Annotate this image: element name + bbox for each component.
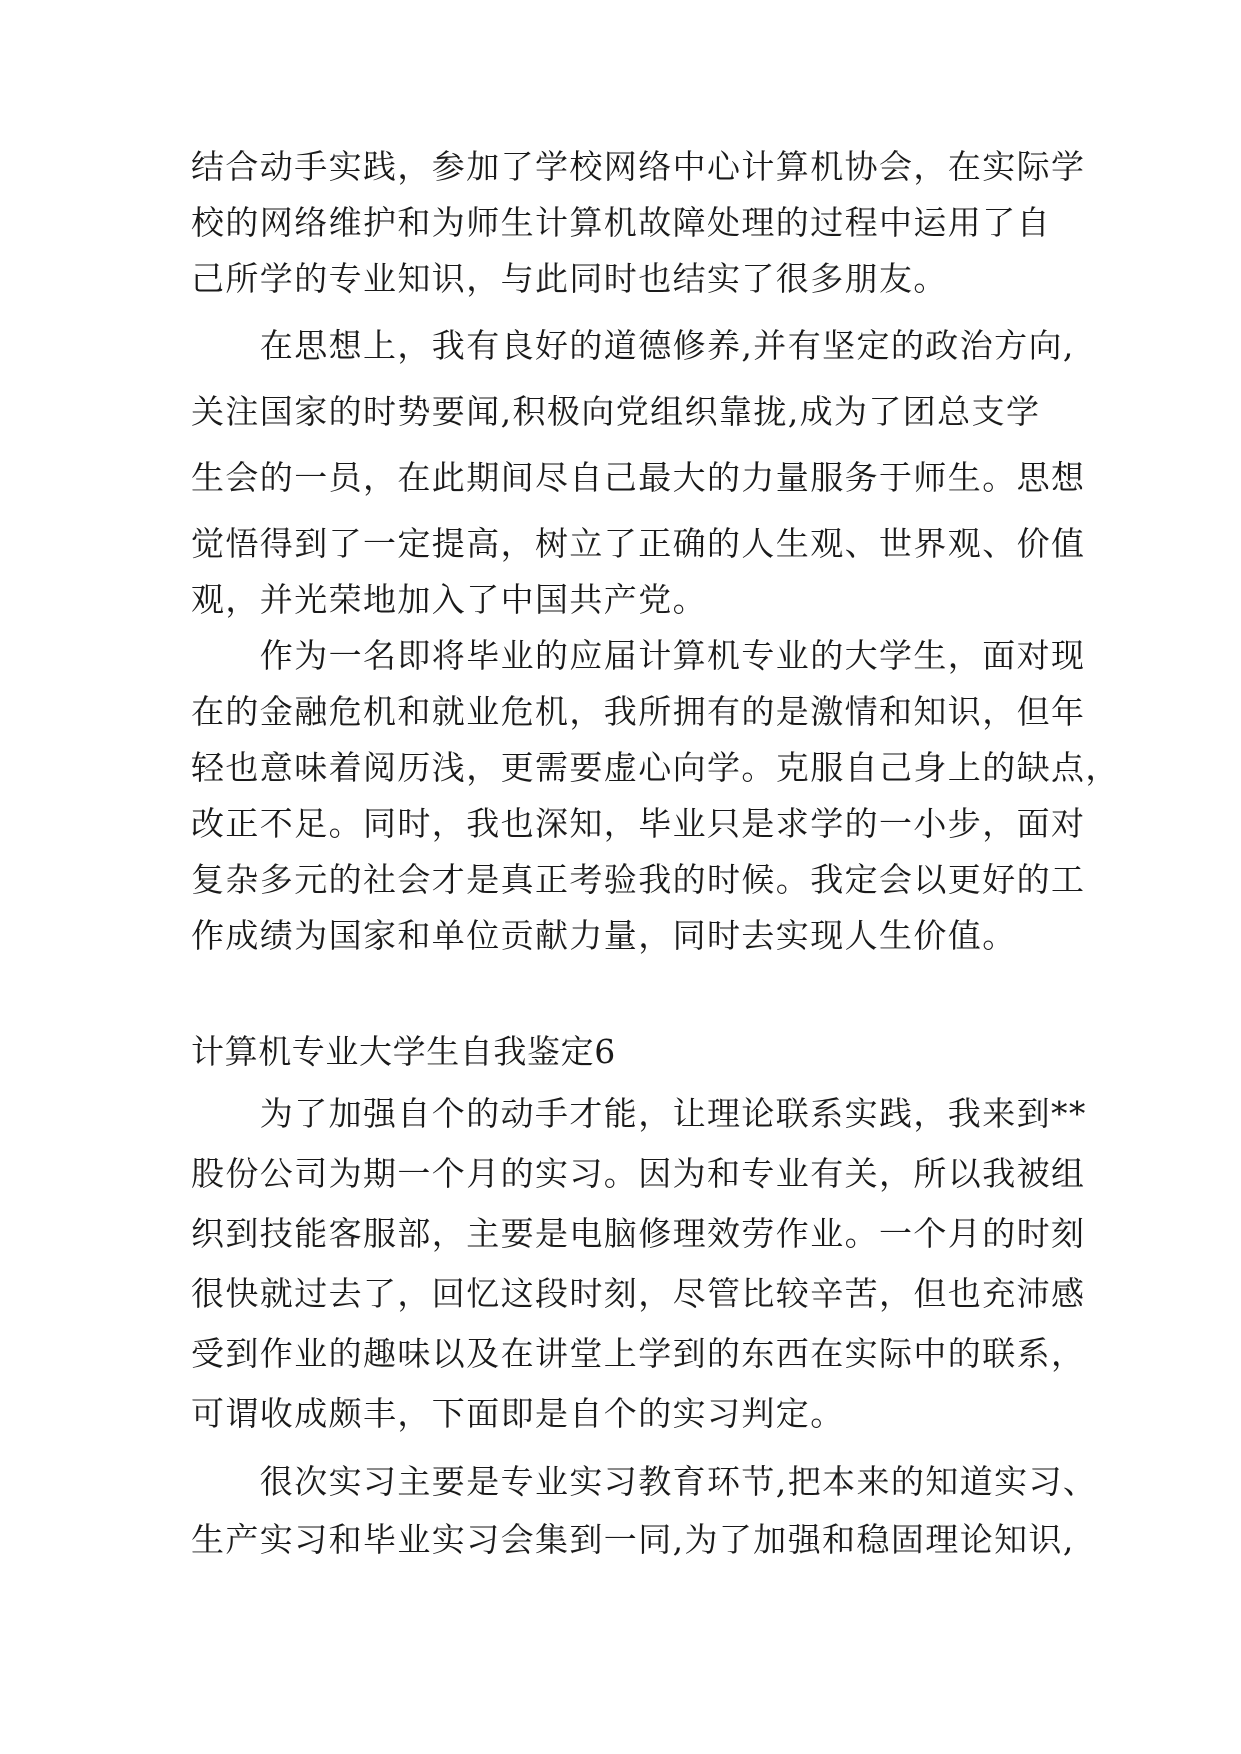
text-line: 校的网络维护和为师生计算机故障处理的过程中运用了自 <box>191 203 1051 242</box>
text-line: 关注国家的时势要闻,积极向党组织靠拢,成为了团总支学 <box>191 392 1041 431</box>
text-line: 在思想上，我有良好的道德修养,并有坚定的政治方向, <box>191 326 1075 365</box>
text-line: 复杂多元的社会才是真正考验我的时候。我定会以更好的工 <box>191 860 1086 899</box>
text-line: 在的金融危机和就业危机，我所拥有的是激情和知识，但年 <box>191 692 1086 731</box>
text-line: 生会的一员，在此期间尽自己最大的力量服务于师生。思想 <box>191 458 1086 497</box>
text-line: 觉悟得到了一定提高，树立了正确的人生观、世界观、价值 <box>191 524 1086 563</box>
section-heading: 计算机专业大学生自我鉴定6 <box>191 1032 616 1071</box>
text-line: 受到作业的趣味以及在讲堂上学到的东西在实际中的联系， <box>191 1334 1086 1373</box>
text-line: 生产实习和毕业实习会集到一同,为了加强和稳固理论知识, <box>191 1520 1075 1559</box>
text-line: 为了加强自个的动手才能，让理论联系实践，我来到** <box>191 1094 1087 1133</box>
text-line: 改正不足。同时，我也深知，毕业只是求学的一小步，面对 <box>191 804 1086 843</box>
text-line: 很次实习主要是专业实习教育环节,把本来的知道实习、 <box>191 1462 1098 1501</box>
text-line: 己所学的专业知识，与此同时也结实了很多朋友。 <box>191 259 948 298</box>
text-line: 织到技能客服部，主要是电脑修理效劳作业。一个月的时刻 <box>191 1214 1086 1253</box>
text-line: 作成绩为国家和单位贡献力量，同时去实现人生价值。 <box>191 916 1017 955</box>
text-line: 作为一名即将毕业的应届计算机专业的大学生，面对现 <box>191 636 1086 675</box>
text-line: 观，并光荣地加入了中国共产党。 <box>191 580 707 619</box>
text-line: 很快就过去了，回忆这段时刻，尽管比较辛苦，但也充沛感 <box>191 1274 1086 1313</box>
text-line: 轻也意味着阅历浅，更需要虚心向学。克服自己身上的缺点， <box>191 748 1120 787</box>
text-line: 结合动手实践，参加了学校网络中心计算机协会，在实际学 <box>191 147 1086 186</box>
text-line: 可谓收成颇丰，下面即是自个的实习判定。 <box>191 1394 845 1433</box>
text-line: 股份公司为期一个月的实习。因为和专业有关，所以我被组 <box>191 1154 1086 1193</box>
